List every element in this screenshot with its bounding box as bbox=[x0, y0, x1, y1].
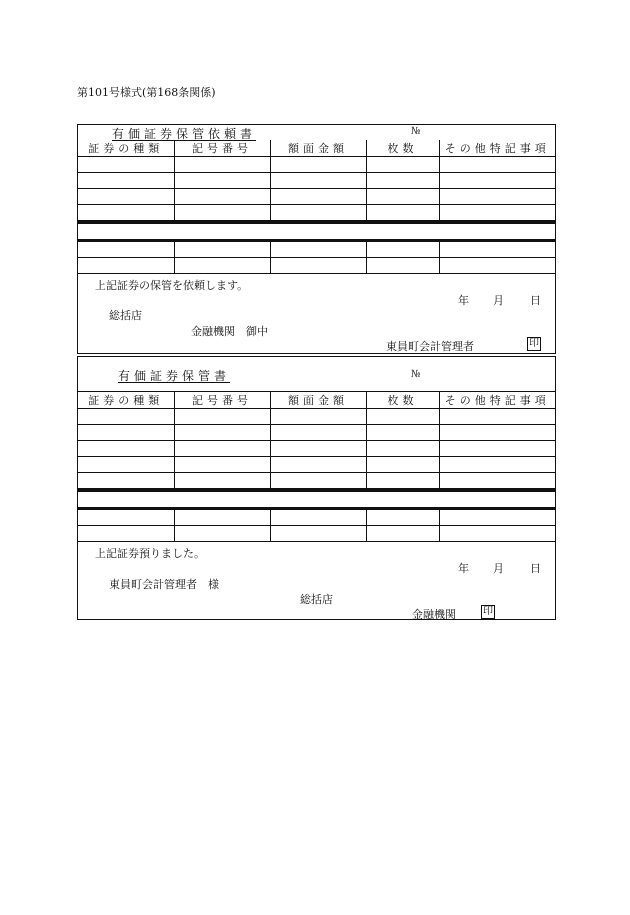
table-row bbox=[78, 189, 555, 205]
receipt-securities-table-continued bbox=[78, 510, 555, 542]
table-row bbox=[78, 526, 555, 542]
table-break bbox=[78, 492, 555, 507]
request-securities-table-continued bbox=[78, 242, 555, 274]
date-year: 年 bbox=[458, 294, 469, 307]
table-row bbox=[78, 473, 555, 489]
receipt-form-section bbox=[77, 356, 556, 620]
receipt-form-title: 有価証券保管書 bbox=[118, 369, 231, 383]
table-row bbox=[78, 425, 555, 441]
table-row bbox=[78, 258, 555, 274]
column-header: 枚数 bbox=[366, 140, 439, 157]
branch-label: 総括店 bbox=[109, 309, 142, 322]
request-number-label: № bbox=[411, 126, 421, 137]
date-month: 月 bbox=[493, 294, 504, 307]
column-header: 記号番号 bbox=[174, 140, 270, 157]
seal-stamp: 印 bbox=[483, 606, 493, 617]
table-header-row bbox=[78, 392, 555, 409]
receipt-securities-table bbox=[78, 391, 555, 489]
column-header: 証券の種類 bbox=[78, 392, 174, 409]
date-day: 日 bbox=[530, 294, 541, 307]
receipt-number-label: № bbox=[411, 369, 421, 380]
request-securities-table bbox=[78, 140, 555, 221]
date-year: 年 bbox=[458, 562, 469, 575]
table-row bbox=[78, 510, 555, 526]
signer-label: 東員町会計管理者 bbox=[386, 340, 474, 353]
bank-recipient: 金融機関 御中 bbox=[191, 325, 268, 338]
column-header: その他特記事項 bbox=[439, 392, 555, 409]
signer-label: 金融機関 bbox=[412, 608, 456, 621]
seal-stamp: 印 bbox=[529, 338, 539, 349]
date-month: 月 bbox=[493, 562, 504, 575]
column-header: その他特記事項 bbox=[439, 140, 555, 157]
column-header: 枚数 bbox=[366, 392, 439, 409]
branch-label: 総括店 bbox=[300, 593, 333, 606]
table-row bbox=[78, 242, 555, 258]
table-row bbox=[78, 157, 555, 173]
table-row bbox=[78, 173, 555, 189]
table-row bbox=[78, 457, 555, 473]
request-statement: 上記証券の保管を依頼します。 bbox=[95, 279, 249, 292]
column-header: 証券の種類 bbox=[78, 140, 174, 157]
table-break bbox=[78, 224, 555, 239]
column-header: 記号番号 bbox=[174, 392, 270, 409]
table-header-row bbox=[78, 140, 555, 157]
table-row bbox=[78, 441, 555, 457]
form-number-label: 第101号様式(第168条関係) bbox=[77, 86, 216, 99]
table-row bbox=[78, 205, 555, 221]
request-form-title: 有価証券保管依頼書 bbox=[112, 127, 257, 141]
receipt-statement: 上記証券預りました。 bbox=[95, 547, 205, 560]
table-row bbox=[78, 409, 555, 425]
request-form-section bbox=[77, 124, 556, 354]
date-day: 日 bbox=[530, 562, 541, 575]
column-header: 額面金額 bbox=[270, 140, 366, 157]
recipient-label: 東員町会計管理者 様 bbox=[109, 578, 219, 591]
column-header: 額面金額 bbox=[270, 392, 366, 409]
